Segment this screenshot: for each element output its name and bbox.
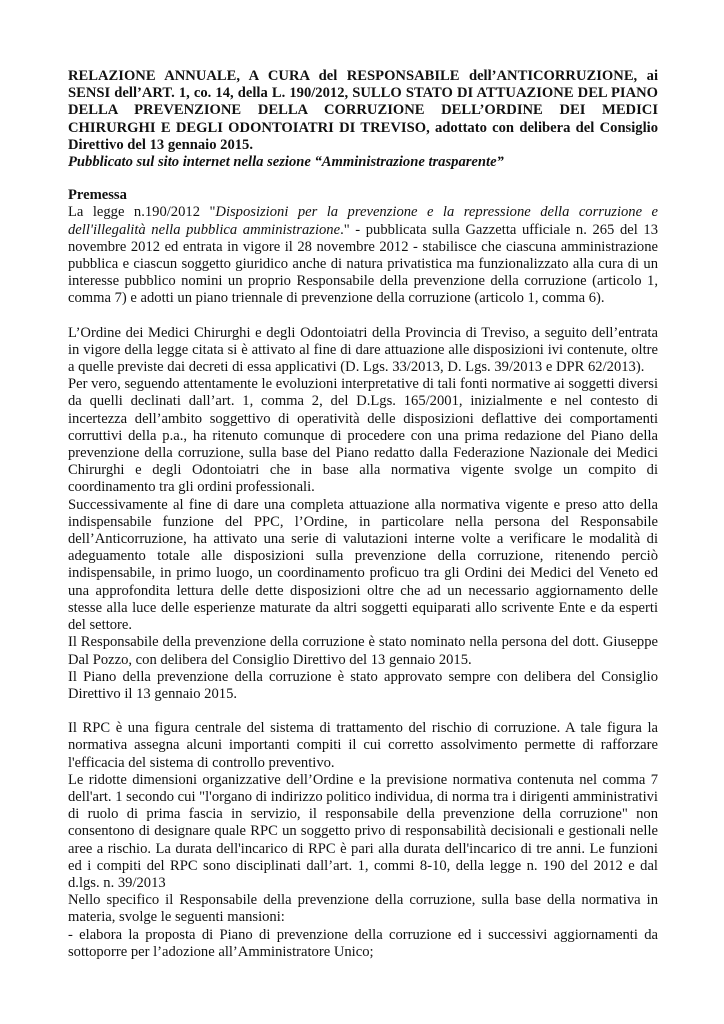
paragraph-7: Il RPC è una figura centrale del sistema di trattamento del rischio di corruzione. A tale figura la normativa assegna alcuni importanti compiti il cui corretto assolvimento permette di rafforzare l'efficacia del sistema di controllo preventivo. <box>68 720 658 771</box>
paragraph-6: Il Piano della prevenzione della corruzione è stato approvato sempre con delibera del Consiglio Direttivo il 13 gennaio 2015. <box>68 668 658 702</box>
document-subtitle: Pubblicato sul sito internet nella sezione “Amministrazione trasparente” <box>68 154 504 171</box>
paragraph-3: Per vero, seguendo attentamente le evoluzioni interpretative di tali fonti normative ai soggetti diversi da quelli declinati dall’art. 1, comma 2, del D.Lgs. 165/2001, inizialmente e nel contesto di incertezza dell’ambito soggettivo di operatività delle disposizioni deflattive dei comportamenti corruttivi della p.a., ha ritenuto comunque di procedere con una prima redazione del Piano della prevenzione della corruzione, sulla base del Piano redatto dalla Federazione Nazionale dei Medici Chirurghi e degli Odontoiatri che in base alla normativa vigente svolge un compito di coordinamento tra gli ordini professionali. <box>68 376 658 496</box>
paragraph-1 <box>68 204 658 307</box>
paragraph-5: Il Responsabile della prevenzione della corruzione è stato nominato nella persona del dott. Giuseppe Dal Pozzo, con delibera del Consiglio Direttivo del 13 gennaio 2015. <box>68 634 658 668</box>
paragraph-1-rest: ." - pubblicata sulla Gazzetta ufficiale n. 265 del 13 novembre 2012 ed entrata in vigore il 28 novembre 2012 - stabilisce che ciascuna amministrazione pubblica e ciascun soggetto giuridico anche di natura privatistica ma funzionalizzato alla cura di un interesse pubblico nomini un proprio Responsabile della prevenzione della corruzione (articolo 1, comma 7) e adotti un piano triennale di prevenzione della corruzione (articolo 1, comma 6). <box>68 221 658 307</box>
law-title-italic: Disposizioni per la prevenzione e la repressione della corruzione e dell'illegalità nella pubblica amministrazione <box>68 204 658 238</box>
section-heading-premessa: Premessa <box>68 187 127 204</box>
paragraph-2: L’Ordine dei Medici Chirurghi e degli Odontoiatri della Provincia di Treviso, a seguito dell’entrata in vigore della legge citata si è attivato al fine di dare attuazione alle disposizioni ivi contenute, oltre a quelle previste dai decreti di essa applicativi (D. Lgs. 33/2013, D. Lgs. 39/2013 e DPR 62/2013). <box>68 324 658 376</box>
paragraph-10: - elabora la proposta di Piano di prevenzione della corruzione ed i successivi aggiornamenti da sottoporre per l’adozione all’Amministratore Unico; <box>68 926 658 960</box>
paragraph-8: Le ridotte dimensioni organizzative dell’Ordine e la previsione normativa contenuta nel comma 7 dell'art. 1 secondo cui "l'organo di indirizzo politico individua, di norma tra i dirigenti amministrativi di ruolo di prima fascia in servizio, il responsabile della prevenzione della corruzione" non consentono di designare quale RPC un soggetto privo di responsabilità decisionali e gestionali nelle aree a rischio. La durata dell'incarico di RPC è pari alla durata dell'incarico di tre anni. Le funzioni ed i compiti del RPC sono disciplinati dall’art. 1, commi 8-10, della legge n. 190 del 2012 e dal d.lgs. n. 39/2013 <box>68 771 658 891</box>
paragraph-4: Successivamente al fine di dare una completa attuazione alla normativa vigente e preso atto della indispensabile funzione del PPC, l’Ordine, in particolare nella persona del Responsabile dell’Anticorruzione, ha attivato una serie di valutazioni interne volte a verificare le modalità di adeguamento totale alle disposizioni sulla prevenzione della corruzione, ritenendo perciò indispensabile, in primo luogo, un coordinamento proficuo tra gli Ordini dei Medici del Veneto ed una approfondita lettura delle dette disposizioni oltre che ad un necessario aggiornamento delle stesse alla luce delle esperienze maturate da altri soggetti equiparati allo scrivente Ente e da esperti del settore. <box>68 496 658 634</box>
document-title: RELAZIONE ANNUALE, A CURA del RESPONSABILE dell’ANTICORRUZIONE, ai SENSI dell’ART. 1, co. 14, della L. 190/2012, SULLO STATO DI ATTUAZIONE DEL PIANO DELLA PREVENZIONE DELLA CORRUZIONE DELL’ORDINE DEI MEDICI CHIRURGHI E DEGLI ODONTOIATRI DI TREVISO, adottato con delibera del Consiglio Direttivo del 13 gennaio 2015. <box>68 68 658 153</box>
document-page <box>68 68 658 961</box>
paragraph-9: Nello specifico il Responsabile della prevenzione della corruzione, sulla base della normativa in materia, svolge le seguenti mansioni: <box>68 892 658 926</box>
paragraph-1-start: La legge n.190/2012 " <box>68 204 216 221</box>
